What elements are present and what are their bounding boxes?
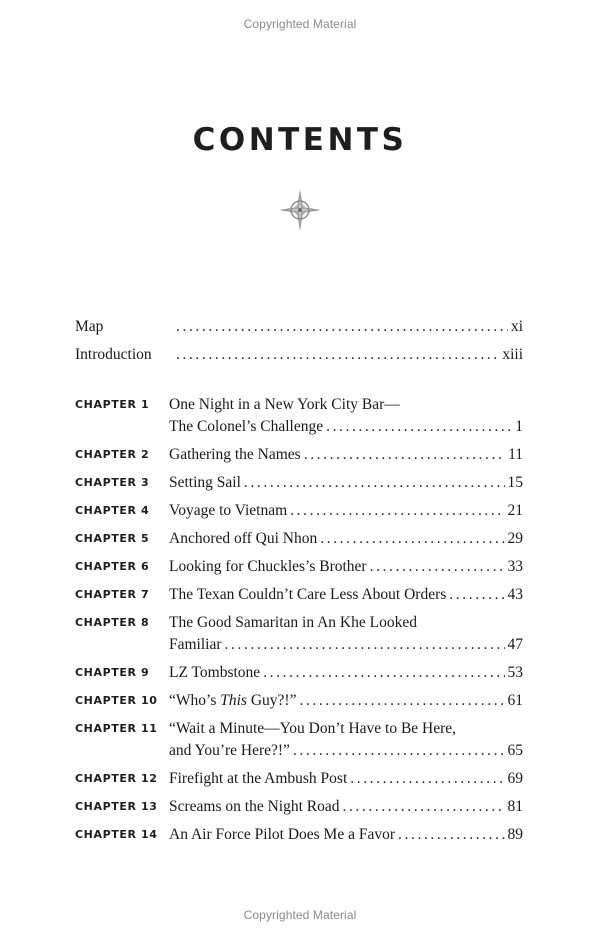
chapter-label: CHAPTER 2 bbox=[75, 448, 150, 461]
toc-chapter-12[interactable] bbox=[0, 768, 600, 790]
dot-leader bbox=[263, 662, 504, 684]
toc-chapter-5[interactable] bbox=[0, 528, 600, 550]
copyright-watermark-bottom: Copyrighted Material bbox=[243, 908, 357, 922]
dot-leader bbox=[449, 584, 504, 606]
toc-chapter-11-line1[interactable] bbox=[0, 718, 600, 740]
toc-chapter-1[interactable] bbox=[0, 416, 600, 438]
chapter-title-line1: One Night in a New York City Bar— bbox=[169, 396, 400, 413]
dot-leader bbox=[398, 824, 504, 846]
chapter-label: CHAPTER 10 bbox=[75, 694, 158, 707]
chapter-label: CHAPTER 1 bbox=[75, 398, 150, 411]
page-number: 53 bbox=[507, 664, 523, 681]
chapter-title: Looking for Chuckles’s Brother bbox=[169, 558, 367, 575]
page-number: 1 bbox=[515, 418, 523, 435]
chapter-title: Firefight at the Ambush Post bbox=[169, 770, 348, 787]
dot-leader bbox=[176, 316, 508, 338]
dot-leader bbox=[326, 416, 512, 438]
chapter-title-line1: The Good Samaritan in An Khe Looked bbox=[169, 614, 417, 631]
chapter-title: Anchored off Qui Nhon bbox=[169, 530, 318, 547]
page-number: 43 bbox=[507, 586, 523, 603]
dot-leader bbox=[176, 344, 499, 366]
toc-chapter-9[interactable] bbox=[0, 662, 600, 684]
chapter-label: CHAPTER 8 bbox=[75, 616, 150, 629]
dot-leader bbox=[320, 528, 504, 550]
page-number: 89 bbox=[507, 826, 523, 843]
toc-chapter-4[interactable] bbox=[0, 500, 600, 522]
chapter-title: Familiar bbox=[169, 636, 222, 653]
chapter-title: LZ Tombstone bbox=[169, 664, 261, 681]
chapter-title: An Air Force Pilot Does Me a Favor bbox=[169, 826, 396, 843]
toc-chapter-13[interactable] bbox=[0, 796, 600, 818]
page-number: 33 bbox=[507, 558, 523, 575]
chapter-title: and You’re Here?!” bbox=[169, 742, 290, 759]
compass-rose-icon bbox=[278, 188, 322, 232]
page-number: 65 bbox=[507, 742, 523, 759]
copyright-watermark-top: Copyrighted Material bbox=[243, 17, 357, 31]
toc-chapter-10[interactable] bbox=[0, 690, 600, 712]
toc-entry-introduction[interactable] bbox=[0, 344, 600, 366]
page-title: CONTENTS bbox=[192, 122, 408, 158]
toc-chapter-1-line1[interactable] bbox=[0, 394, 600, 416]
toc-entry-title: Map bbox=[75, 318, 104, 335]
chapter-label: CHAPTER 4 bbox=[75, 504, 150, 517]
page-number: 61 bbox=[507, 692, 523, 709]
chapter-title: Gathering the Names bbox=[169, 446, 301, 463]
chapter-label: CHAPTER 14 bbox=[75, 828, 158, 841]
dot-leader bbox=[290, 500, 504, 522]
chapter-label: CHAPTER 7 bbox=[75, 588, 150, 601]
toc-chapter-14[interactable] bbox=[0, 824, 600, 846]
dot-leader bbox=[293, 740, 505, 762]
chapter-title: Setting Sail bbox=[169, 474, 241, 491]
chapter-label: CHAPTER 9 bbox=[75, 666, 150, 679]
dot-leader bbox=[304, 444, 505, 466]
page-number: xi bbox=[510, 318, 523, 335]
dot-leader bbox=[225, 634, 505, 656]
chapter-label: CHAPTER 6 bbox=[75, 560, 150, 573]
chapter-title: The Colonel’s Challenge bbox=[169, 418, 324, 435]
toc-chapter-8-line1[interactable] bbox=[0, 612, 600, 634]
chapter-label: CHAPTER 5 bbox=[75, 532, 150, 545]
page-number: 11 bbox=[508, 446, 523, 463]
toc-entry-title: Introduction bbox=[75, 346, 152, 363]
page-number: 47 bbox=[507, 636, 523, 653]
toc-entry-map[interactable] bbox=[0, 316, 600, 338]
dot-leader bbox=[342, 796, 504, 818]
chapter-title: The Texan Couldn’t Care Less About Orders bbox=[169, 586, 447, 603]
page-number: 15 bbox=[507, 474, 523, 491]
dot-leader bbox=[244, 472, 505, 494]
page-number: 69 bbox=[507, 770, 523, 787]
chapter-title: Screams on the Night Road bbox=[169, 798, 340, 815]
toc-chapter-8[interactable] bbox=[0, 634, 600, 656]
chapter-label: CHAPTER 11 bbox=[75, 722, 158, 735]
toc-chapter-2[interactable] bbox=[0, 444, 600, 466]
chapter-label: CHAPTER 12 bbox=[75, 772, 158, 785]
dot-leader bbox=[299, 690, 504, 712]
dot-leader bbox=[370, 556, 505, 578]
chapter-label: CHAPTER 13 bbox=[75, 800, 158, 813]
dot-leader bbox=[350, 768, 504, 790]
chapter-title-line1: “Wait a Minute—You Don’t Have to Be Here, bbox=[169, 720, 457, 737]
toc-chapter-3[interactable] bbox=[0, 472, 600, 494]
toc-chapter-6[interactable] bbox=[0, 556, 600, 578]
toc-chapter-11[interactable] bbox=[0, 740, 600, 762]
page-number: 81 bbox=[507, 798, 523, 815]
chapter-label: CHAPTER 3 bbox=[75, 476, 150, 489]
chapter-title: Voyage to Vietnam bbox=[169, 502, 288, 519]
page-number: 29 bbox=[507, 530, 523, 547]
chapter-title-emphasis: This bbox=[220, 692, 247, 709]
page-number: 21 bbox=[507, 502, 523, 519]
toc-chapter-7[interactable] bbox=[0, 584, 600, 606]
chapter-title: “Who’s This Guy?!” bbox=[169, 692, 297, 709]
page-number: xiii bbox=[502, 346, 523, 363]
